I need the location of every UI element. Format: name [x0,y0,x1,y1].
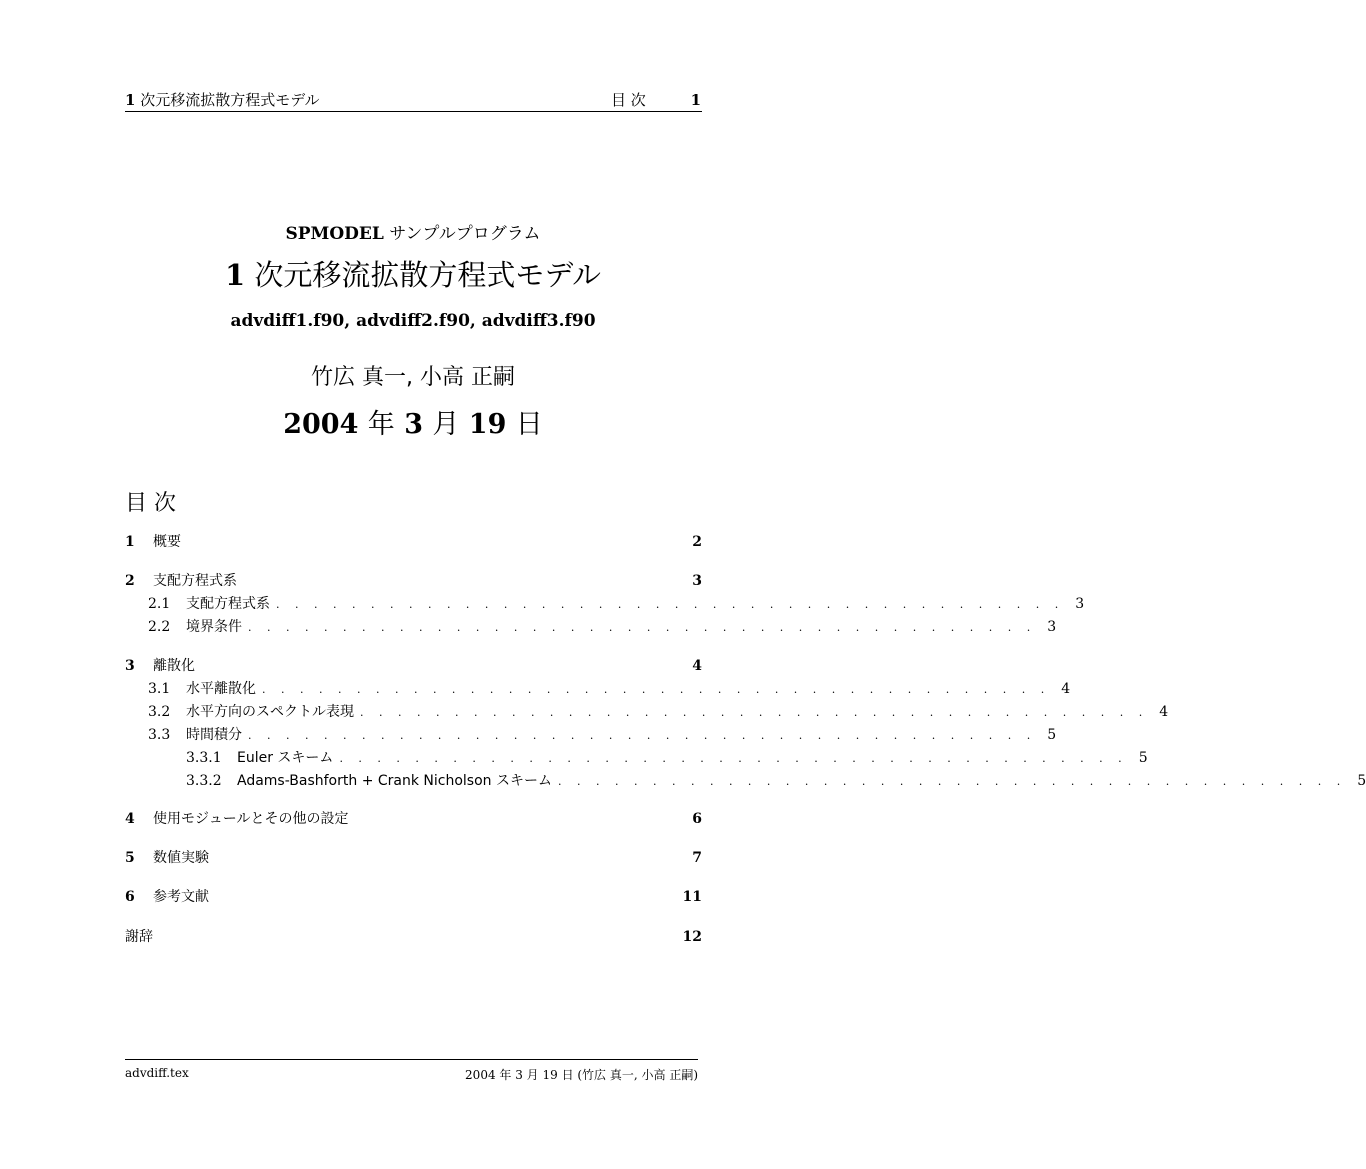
date-month: 3 [404,409,423,440]
toc-entry-page: 5 [1138,750,1148,766]
toc-entry-label: 謝辞 [125,929,153,945]
toc-entry-label: 数値実験 [153,850,209,866]
toc-entry-number: 3 [125,658,135,674]
toc-entry-3[interactable] [125,656,702,676]
header-section-number: 1 [125,91,136,109]
toc-entry-number: 5 [125,850,135,866]
toc-entry-4[interactable] [125,809,702,829]
toc-entry-label: 水平離散化 [186,681,256,697]
toc-entry-3-2[interactable] [148,702,1169,722]
toc-entry-3-3-2[interactable] [186,771,1366,791]
subtitle-program: サンプルプログラム [389,224,541,244]
toc-entry-number: 1 [125,534,135,550]
running-header-title [125,89,319,110]
toc-entry-label: Euler スキーム [237,750,334,766]
toc-entry-1[interactable] [125,532,702,552]
header-page-number: 1 [690,91,701,109]
toc-entry-page: 2 [692,534,702,550]
footer-rule [125,1059,698,1060]
toc-entry-page: 4 [1159,704,1169,720]
toc-leader-dots: . . . . . . . . . . . . . . . . . . . . . . . . . . . . . . . . . . . . . . . . . . [248,621,1037,634]
toc-leader-dots: . . . . . . . . . . . . . . . . . . . . . . . . . . . . . . . . . . . . . . . . . . [558,775,1347,788]
toc-entry-number: 3.2 [148,704,171,720]
toc-entry-label: 離散化 [153,658,195,674]
toc-entry-label: 支配方程式系 [153,573,237,589]
document-date [0,402,826,441]
toc-entry-page: 7 [692,850,702,866]
toc-leader-dots: . . . . . . . . . . . . . . . . . . . . . . . . . . . . . . . . . . . . . . . . . . [276,598,1065,611]
toc-entry-page: 6 [692,811,702,827]
toc-entry-label: 参考文献 [153,889,209,905]
header-rule [125,111,702,112]
toc-entry-3-1[interactable] [148,679,1071,699]
toc-entry-number: 3.3.2 [186,773,222,789]
toc-entry-2-1[interactable] [148,594,1085,614]
toc-entry-page: 12 [682,929,702,945]
toc-entry-2-2[interactable] [148,617,1057,637]
title-number: 1 [225,258,246,292]
date-year-unit: 年 [367,409,395,440]
toc-entry-page: 4 [692,658,702,674]
date-year: 2004 [283,409,359,440]
toc-entry-page: 5 [1357,773,1366,789]
toc-entry-number: 3.3 [148,727,171,743]
title-text: 次元移流拡散方程式モデル [254,258,601,292]
source-files: advdiff1.f90, advdiff2.f90, advdiff3.f90 [230,311,596,331]
toc-entry-5[interactable] [125,848,702,868]
toc-leader-dots: . . . . . . . . . . . . . . . . . . . . . . . . . . . . . . . . . . . . . . . . . . [360,706,1149,719]
toc-leader-dots: . . . . . . . . . . . . . . . . . . . . . . . . . . . . . . . . . . . . . . . . . . [248,729,1037,742]
toc-entry-number: 2.2 [148,619,171,635]
toc-entry-3-3-1[interactable] [186,748,1148,768]
toc-entry-number: 6 [125,889,135,905]
date-day-unit: 日 [515,409,543,440]
toc-entry-6[interactable] [125,887,702,907]
toc-entry-acknowledgments[interactable] [125,927,702,947]
running-header-right [611,89,701,110]
toc-entry-label: 時間積分 [186,727,242,743]
toc-entry-page: 3 [692,573,702,589]
toc-entry-page: 3 [1075,596,1085,612]
date-month-unit: 月 [432,409,460,440]
date-day: 19 [468,409,507,440]
toc-entry-label: 使用モジュールとその他の設定 [153,811,349,827]
toc-entry-page: 3 [1047,619,1057,635]
toc-entry-number: 4 [125,811,135,827]
toc-entry-2[interactable] [125,571,702,591]
header-section-title: 次元移流拡散方程式モデル [140,91,320,109]
authors: 竹広 真一, 小高 正嗣 [311,365,515,390]
toc-entry-page: 11 [682,889,702,905]
toc-leader-dots: . . . . . . . . . . . . . . . . . . . . . . . . . . . . . . . . . . . . . . . . . . [262,683,1051,696]
toc-entry-label: 境界条件 [186,619,242,635]
document-title [0,253,826,294]
toc-entry-number: 3.1 [148,681,171,697]
toc-entry-label: 水平方向のスペクトル表現 [186,704,354,720]
toc-leader-dots: . . . . . . . . . . . . . . . . . . . . . . . . . . . . . . . . . . . . . . . . . . [339,752,1128,765]
toc-entry-label: 概要 [153,534,181,550]
toc-entry-page: 5 [1047,727,1057,743]
toc-entry-number: 2 [125,573,135,589]
toc-entry-label: Adams-Bashforth + Crank Nicholson スキーム [237,773,552,789]
toc-entry-page: 4 [1061,681,1071,697]
footer-filename: advdiff.tex [125,1066,189,1080]
toc-entry-3-3[interactable] [148,725,1057,745]
toc-entry-label: 支配方程式系 [186,596,270,612]
footer-date-authors: 2004 年 3 月 19 日 (竹広 真一, 小高 正嗣) [465,1068,698,1082]
toc-entry-number: 2.1 [148,596,171,612]
toc-entry-number: 3.3.1 [186,750,222,766]
toc-title: 目 次 [125,491,176,516]
subtitle-project: SPMODEL [285,224,384,244]
header-toc-label: 目 次 [611,91,646,109]
document-subtitle [0,219,826,244]
